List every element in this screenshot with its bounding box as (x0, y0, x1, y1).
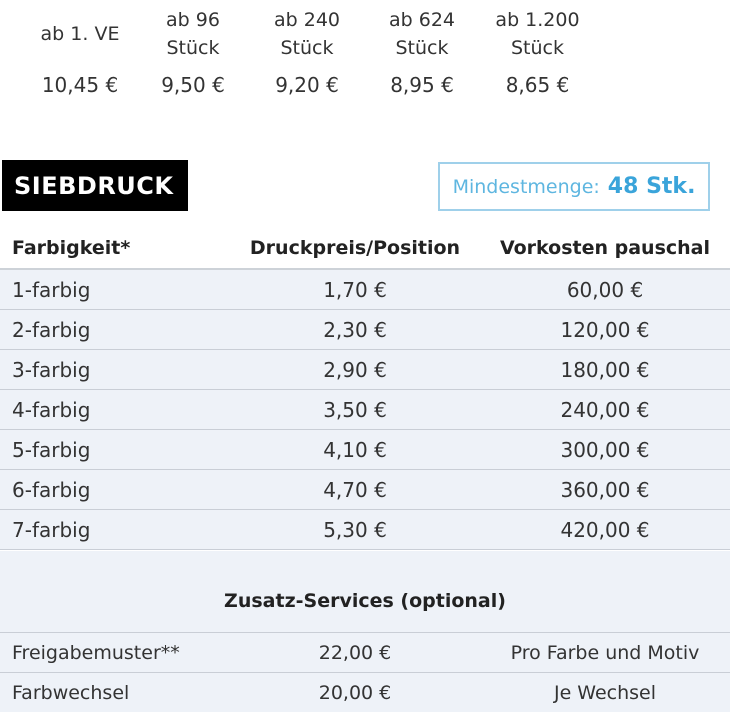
tier-quantity (143, 5, 243, 63)
tier-quantity (372, 5, 472, 63)
service-note: Pro Farbe und Motiv (510, 641, 700, 664)
column-header-setup-cost: Vorkosten pauschal (499, 237, 711, 259)
price-tiers (0, 0, 730, 110)
section-title-badge: SIEBDRUCK (2, 160, 188, 211)
cell-print-price: 2,90 € (323, 357, 387, 382)
tier-quantity-line2: Stück (280, 37, 334, 59)
tier-price: 8,95 € (390, 73, 454, 97)
table-row (0, 350, 730, 390)
price-tier (372, 5, 472, 99)
table-row (0, 270, 730, 310)
cell-setup-cost: 360,00 € (560, 477, 650, 502)
service-name: Freigabemuster** (12, 641, 180, 664)
price-tier (480, 5, 595, 99)
cell-setup-cost: 240,00 € (560, 397, 650, 422)
price-tier (20, 5, 140, 99)
tier-price: 9,20 € (275, 73, 339, 97)
tier-quantity-line1: ab 1. VE (40, 23, 120, 45)
tier-quantity-line2: Stück (166, 37, 220, 59)
service-note: Je Wechsel (553, 681, 657, 704)
cell-colors: 4-farbig (12, 397, 91, 422)
print-price-table (0, 228, 730, 550)
service-price: 22,00 € (318, 641, 392, 664)
service-price: 20,00 € (318, 681, 392, 704)
tier-quantity (480, 5, 595, 63)
price-tier (257, 5, 357, 99)
service-name: Farbwechsel (12, 681, 130, 704)
minimum-quantity-label: Mindestmenge: (452, 175, 600, 198)
tier-quantity-line1: ab 96 (166, 9, 220, 31)
tier-price: 8,65 € (505, 73, 570, 97)
cell-colors: 7-farbig (12, 517, 91, 542)
tier-quantity (20, 5, 140, 63)
cell-setup-cost: 60,00 € (566, 277, 644, 302)
table-row (0, 430, 730, 470)
tier-price: 9,50 € (161, 73, 225, 97)
tier-price: 10,45 € (41, 73, 119, 97)
table-row (0, 310, 730, 350)
tier-quantity-line1: ab 1.200 (495, 9, 580, 31)
cell-setup-cost: 420,00 € (560, 517, 650, 542)
service-row (0, 632, 730, 672)
table-row (0, 510, 730, 550)
services-title: Zusatz-Services (optional) (224, 590, 506, 612)
cell-print-price: 1,70 € (323, 277, 387, 302)
minimum-quantity-box (438, 162, 710, 211)
tier-quantity-line1: ab 240 (273, 9, 340, 31)
tier-quantity-line2: Stück (395, 37, 449, 59)
service-row (0, 672, 730, 712)
cell-print-price: 3,50 € (323, 397, 387, 422)
tier-quantity-line1: ab 624 (388, 9, 455, 31)
minimum-quantity-value: 48 Stk. (607, 174, 696, 199)
table-row (0, 470, 730, 510)
cell-colors: 3-farbig (12, 357, 91, 382)
cell-print-price: 2,30 € (323, 317, 387, 342)
table-header-row (0, 228, 730, 270)
cell-colors: 2-farbig (12, 317, 91, 342)
cell-colors: 6-farbig (12, 477, 91, 502)
cell-setup-cost: 180,00 € (560, 357, 650, 382)
cell-print-price: 5,30 € (323, 517, 387, 542)
cell-setup-cost: 120,00 € (560, 317, 650, 342)
column-header-print-price: Druckpreis/Position (249, 237, 461, 259)
cell-colors: 1-farbig (12, 277, 91, 302)
tier-quantity-line2: Stück (510, 37, 564, 59)
cell-setup-cost: 300,00 € (560, 437, 650, 462)
cell-print-price: 4,10 € (323, 437, 387, 462)
column-header-colors: Farbigkeit* (12, 237, 131, 259)
cell-print-price: 4,70 € (323, 477, 387, 502)
services-table (0, 632, 730, 712)
tier-quantity (257, 5, 357, 63)
cell-colors: 5-farbig (12, 437, 91, 462)
price-tier (143, 5, 243, 99)
table-row (0, 390, 730, 430)
